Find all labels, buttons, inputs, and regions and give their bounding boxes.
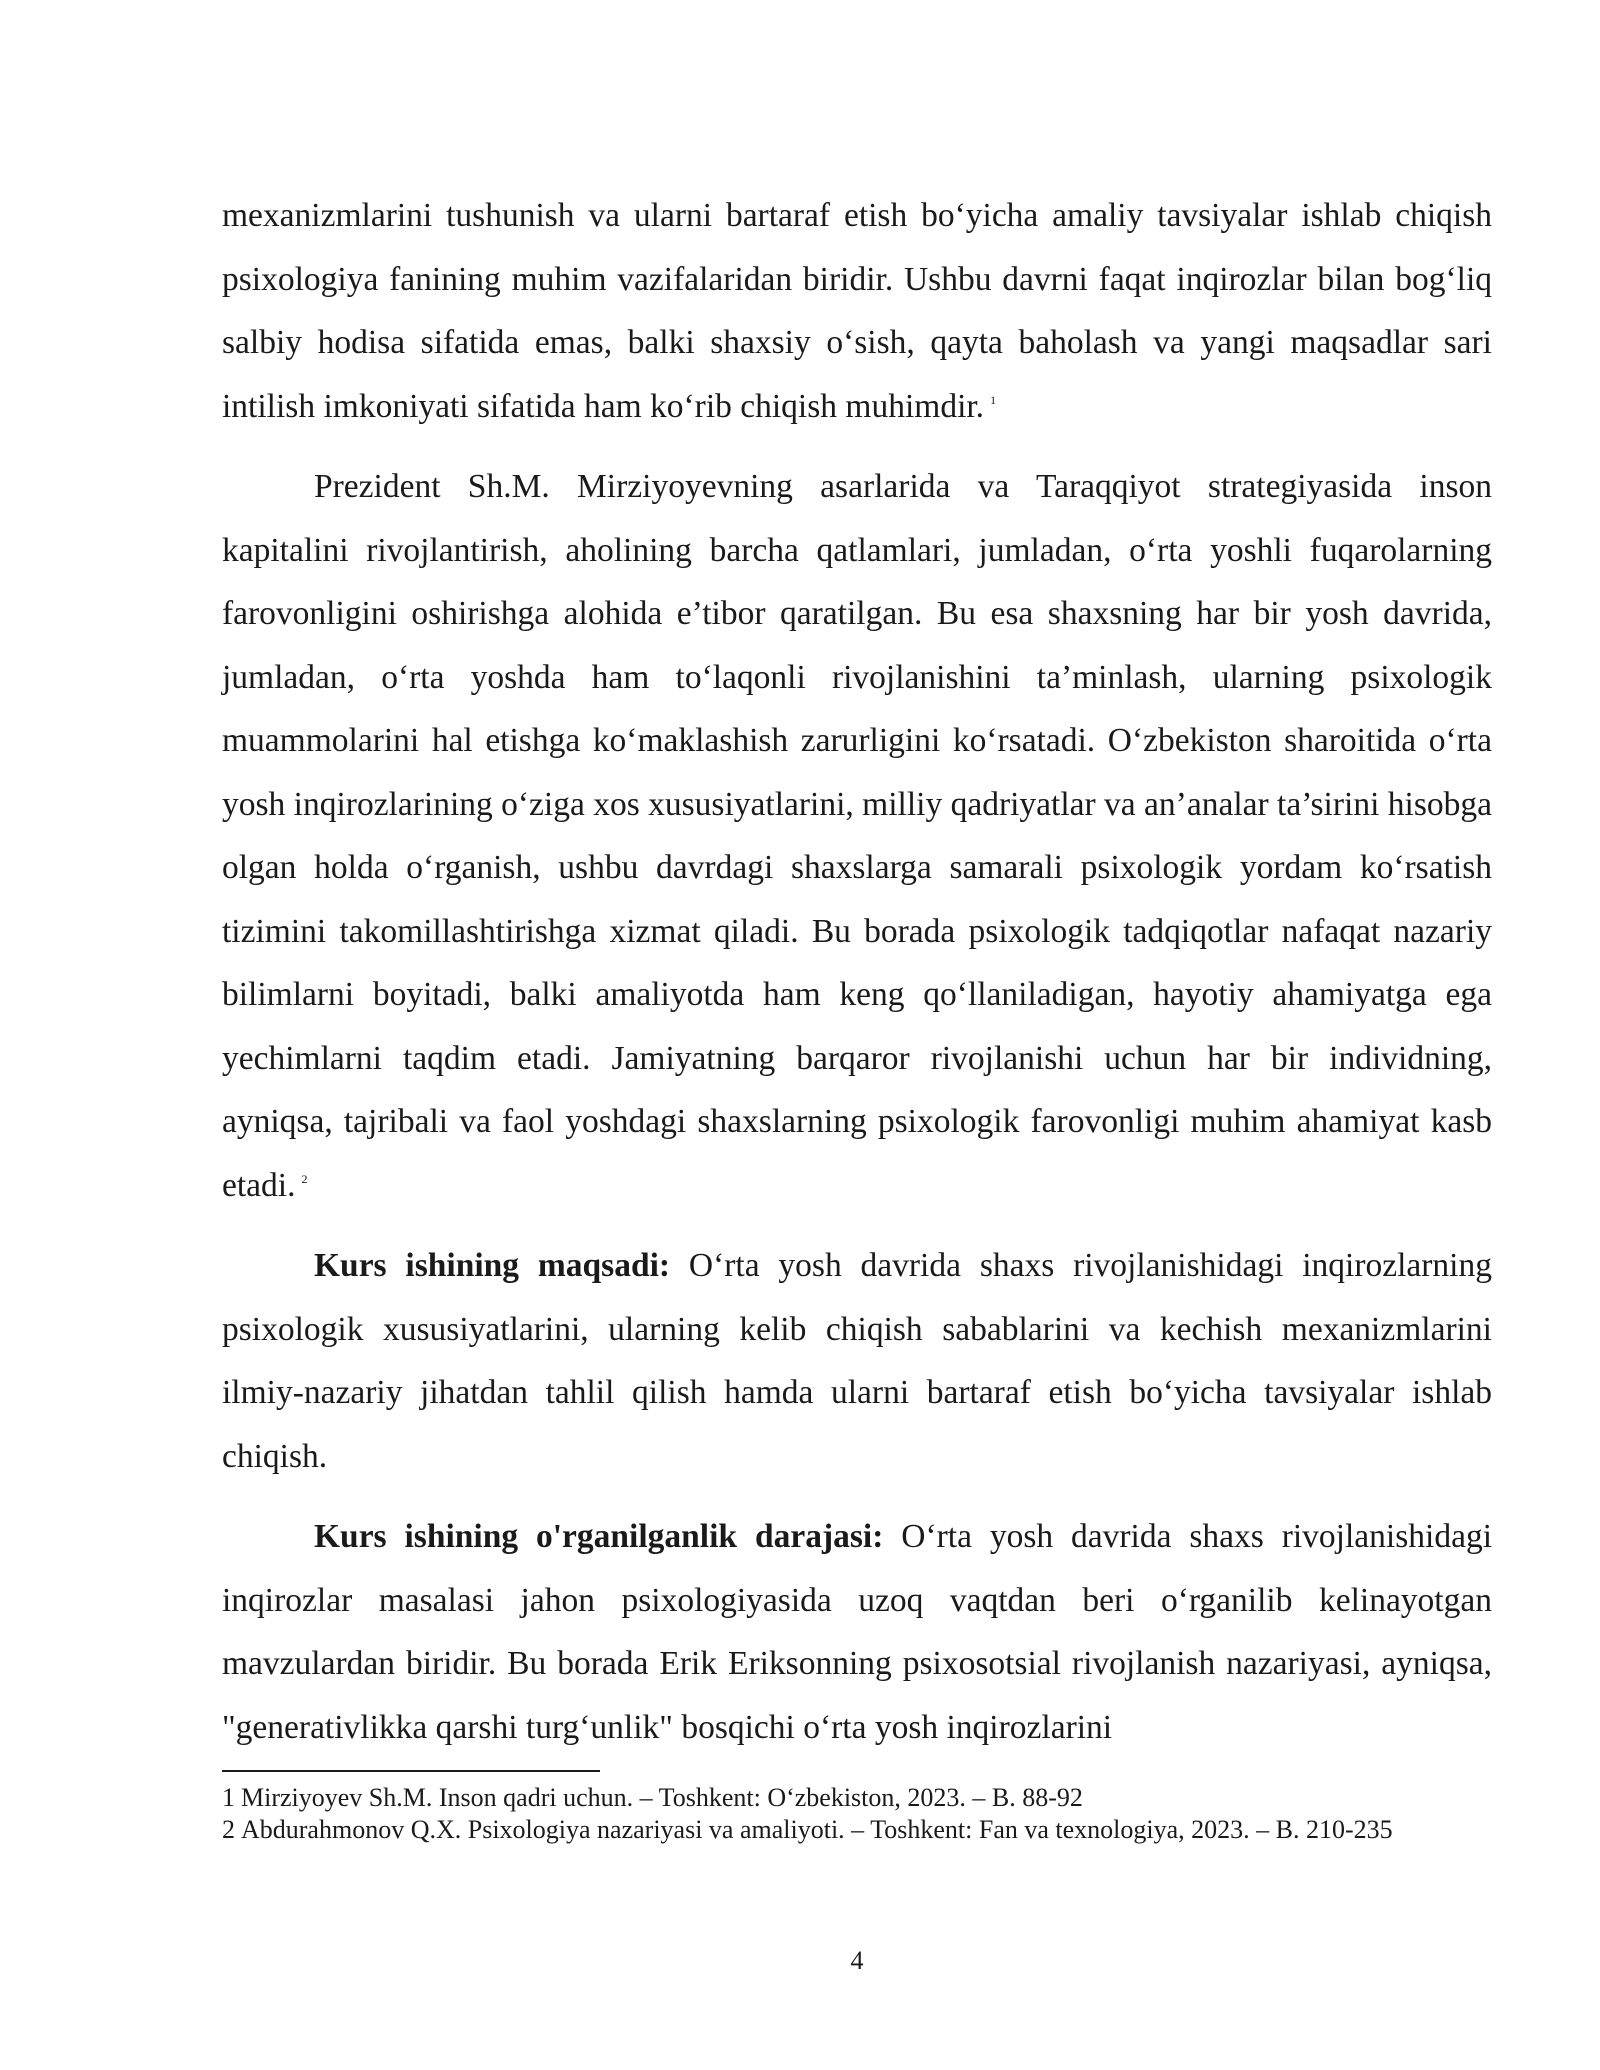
page-number: 4 (850, 1946, 864, 1975)
footnote-text: Mirziyoyev Sh.M. Inson qadri uchun. – Toshkent: O‘zbekiston, 2023. – B. 88-92 (241, 1783, 1083, 1812)
paragraph-text: O‘rta yosh davrida shaxs rivojlanishidagi inqirozlarning psixologik xususiyatlarini, ularning kelib chiqish sabablarini va kechish mexanizmlarini ilmiy-nazariy jihatdan tahlil qilish hamda ularni bartaraf etish bo‘yicha tavsiyalar ishlab chiqish. (222, 1247, 1492, 1475)
footnote-item (222, 1814, 1492, 1846)
page-body (222, 184, 1492, 1776)
paragraph-text: O‘rta yosh davrida shaxs rivojlanishidagi inqirozlar masalasi jahon psixologiyasida uzoq vaqtdan beri o‘rganilib kelinayotgan mavzulardan biridir. Bu borada Erik Eriksonning psixosotsial rivojlanish nazariyasi, ayniqsa, "generativlikka qarshi turg‘unlik" bosqichi o‘rta yosh inqirozlarini (222, 1518, 1492, 1746)
paragraph-research-degree (222, 1505, 1492, 1759)
footnotes (222, 1782, 1492, 1846)
paragraph-intro-continuation (222, 184, 1492, 438)
footnote-item (222, 1782, 1492, 1814)
footnote-text: Abdurahmonov Q.X. Psixologiya nazariyasi va amaliyoti. – Toshkent: Fan va texnologiya, 2023. – B. 210-235 (241, 1815, 1393, 1844)
footnote-separator (222, 1770, 600, 1772)
paragraph-text: Prezident Sh.M. Mirziyoyevning asarlarida va Taraqqiyot strategiyasida inson kapitalini rivojlantirish, aholining barcha qatlamlari, jumladan, o‘rta yoshli fuqarolarning farovonligini oshirishga alohida e’tibor qaratilgan. Bu esa shaxsning har bir yosh davrida, jumladan, o‘rta yoshda ham to‘laqonli rivojlanishini ta’minlash, ularning psixologik muammolarini hal etishga ko‘maklashish zarurligini ko‘rsatadi. O‘zbekiston sharoitida o‘rta yosh inqirozlarining o‘ziga xos xususiyatlarini, milliy qadriyatlar va an’analar ta’sirini hisobga olgan holda o‘rganish, ushbu davrdagi shaxslarga samarali psixologik yordam ko‘rsatish tizimini takomillashtirishga xizmat qiladi. Bu borada psixologik tadqiqotlar nafaqat nazariy bilimlarni boyitadi, balki amaliyotda ham keng qo‘llaniladigan, hayotiy ahamiyatga ega yechimlarni taqdim etadi. Jamiyatning barqaror rivojlanishi uchun har bir individning, ayniqsa, tajribali va faol yoshdagi shaxslarning psixologik farovonligi muhim ahamiyat kasb etadi. (222, 468, 1492, 1204)
paragraph-label: Kurs ishining maqsadi: (314, 1247, 671, 1284)
footnote-reference: 2 (301, 1172, 308, 1187)
paragraph-text: mexanizmlarini tushunish va ularni bartaraf etish bo‘yicha amaliy tavsiyalar ishlab chiqish psixologiya fanining muhim vazifalaridan biridir. Ushbu davrni faqat inqirozlar bilan bog‘liq salbiy hodisa sifatida emas, balki shaxsiy o‘sish, qayta baholash va yangi maqsadlar sari intilish imkoniyati sifatida ham ko‘rib chiqish muhimdir. (222, 197, 1492, 425)
footnote-reference: 1 (990, 393, 997, 408)
paragraph-course-goal (222, 1234, 1492, 1488)
footnote-number: 1 (222, 1783, 235, 1812)
footnote-number: 2 (222, 1815, 235, 1844)
paragraph-president-strategy (222, 455, 1492, 1217)
paragraph-label: Kurs ishining o'rganilganlik darajasi: (314, 1518, 884, 1555)
